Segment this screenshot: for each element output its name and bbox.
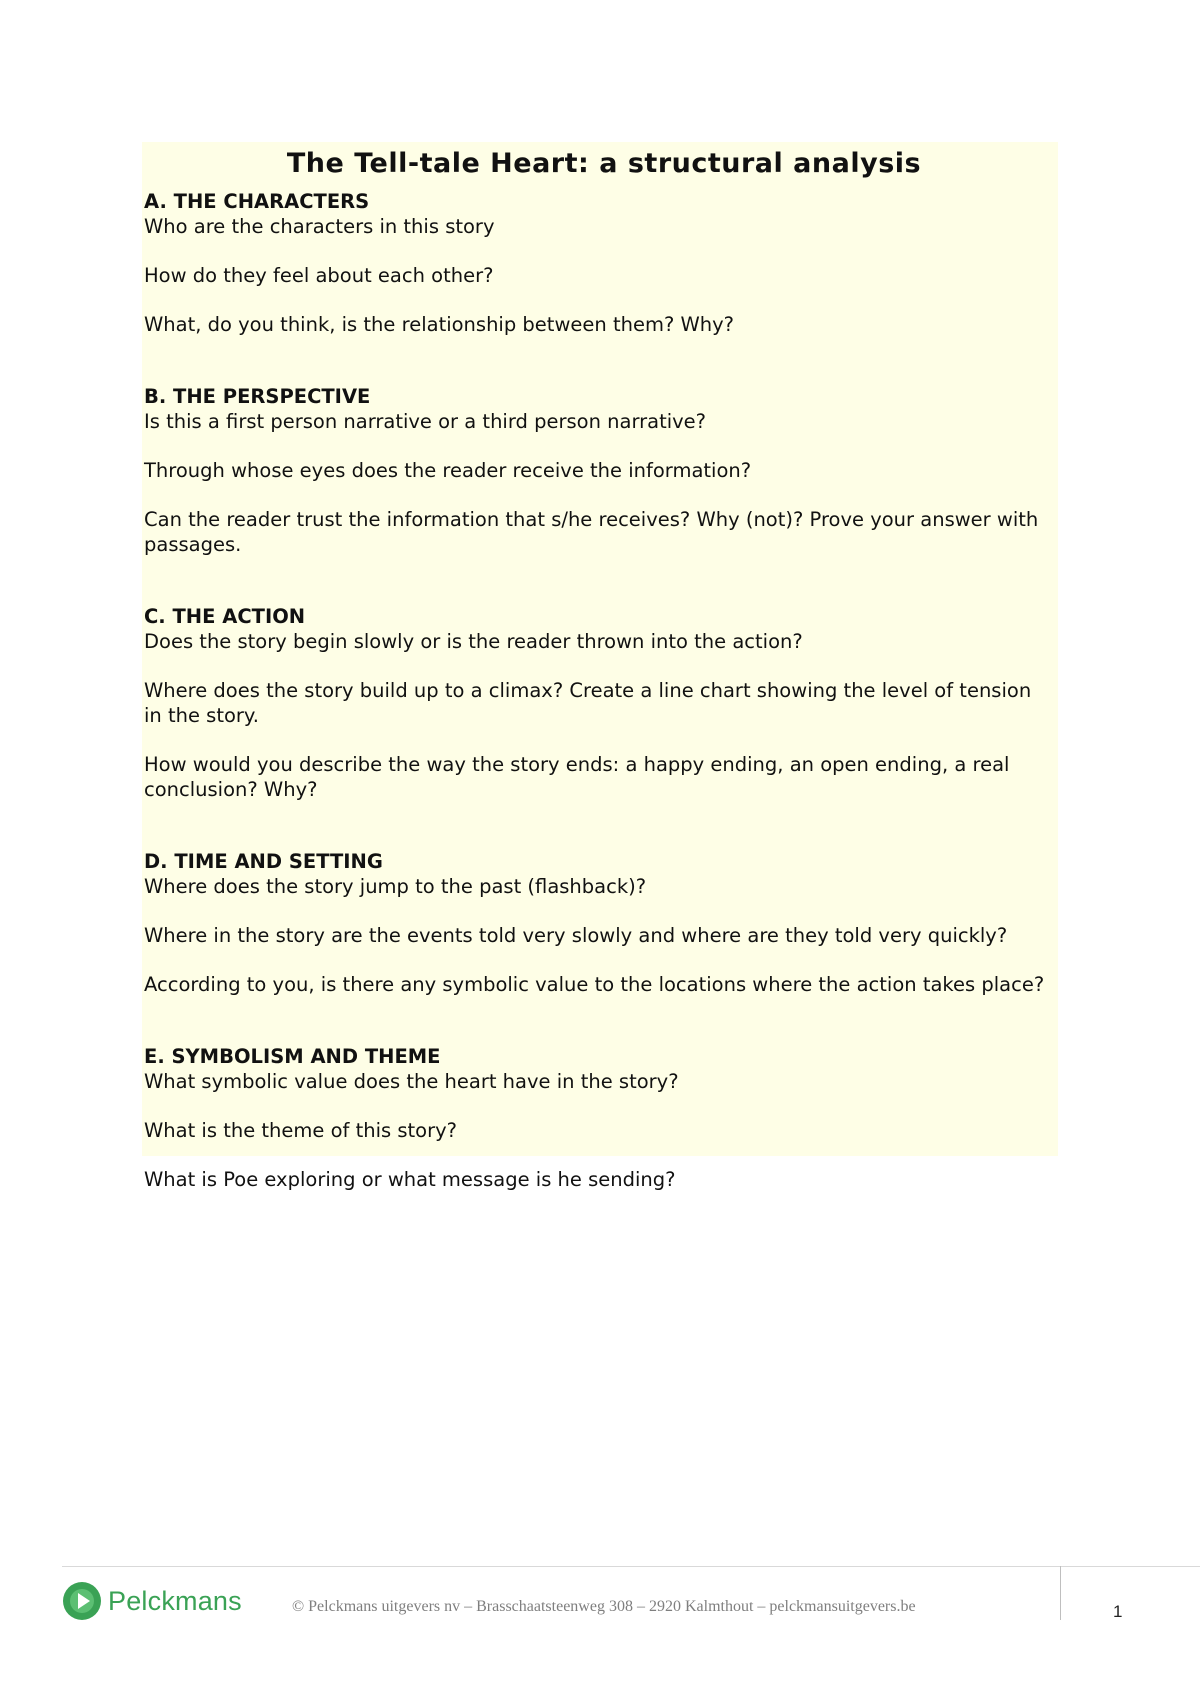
question: What, do you think, is the relationship between them? Why? xyxy=(144,313,735,336)
footer-vertical-divider xyxy=(1060,1566,1061,1620)
pelckmans-logo-icon xyxy=(62,1581,102,1621)
question: Where does the story build up to a climax? Create a line chart showing the level of tension in the story. xyxy=(144,679,1032,727)
question: Can the reader trust the information that s/he receives? Why (not)? Prove your answer with passages. xyxy=(144,508,1039,556)
question: What is Poe exploring or what message is he sending? xyxy=(144,1168,676,1191)
document-content xyxy=(144,142,1064,1216)
section-heading: E. SYMBOLISM AND THEME xyxy=(144,1045,441,1068)
section-perspective xyxy=(144,385,1064,557)
section-characters xyxy=(144,190,1064,337)
footer-copyright: © Pelckmans uitgevers nv – Brasschaatsteenweg 308 – 2920 Kalmthout – pelckmansuitgevers.be xyxy=(292,1598,916,1615)
section-symbolism-and-theme xyxy=(144,1045,1064,1192)
section-gap xyxy=(144,581,1064,605)
section-heading: A. THE CHARACTERS xyxy=(144,190,370,213)
section-gap xyxy=(144,826,1064,850)
question: Who are the characters in this story xyxy=(144,215,495,238)
question: Where does the story jump to the past (flashback)? xyxy=(144,875,647,898)
question: How would you describe the way the story ends: a happy ending, an open ending, a real conclusion? Why? xyxy=(144,753,1010,801)
question: Is this a first person narrative or a third person narrative? xyxy=(144,410,707,433)
page-number: 1 xyxy=(1113,1602,1123,1621)
question: What symbolic value does the heart have in the story? xyxy=(144,1070,679,1093)
question: How do they feel about each other? xyxy=(144,264,494,287)
page-footer xyxy=(0,1566,1200,1696)
section-heading: C. THE ACTION xyxy=(144,605,306,628)
section-time-and-setting xyxy=(144,850,1064,997)
section-action xyxy=(144,605,1064,802)
question: What is the theme of this story? xyxy=(144,1119,458,1142)
section-heading: D. TIME AND SETTING xyxy=(144,850,383,873)
pelckmans-logo xyxy=(62,1578,242,1624)
footer-divider xyxy=(62,1566,1200,1567)
section-gap xyxy=(144,361,1064,385)
question: According to you, is there any symbolic value to the locations where the action takes place? xyxy=(144,973,1045,996)
question: Through whose eyes does the reader receive the information? xyxy=(144,459,752,482)
section-heading: B. THE PERSPECTIVE xyxy=(144,385,371,408)
document-title: The Tell-tale Heart: a structural analysis xyxy=(286,148,922,179)
section-gap xyxy=(144,1021,1064,1045)
question: Where in the story are the events told very slowly and where are they told very quickly? xyxy=(144,924,1008,947)
logo-text: Pelckmans xyxy=(108,1585,242,1616)
question: Does the story begin slowly or is the reader thrown into the action? xyxy=(144,630,803,653)
